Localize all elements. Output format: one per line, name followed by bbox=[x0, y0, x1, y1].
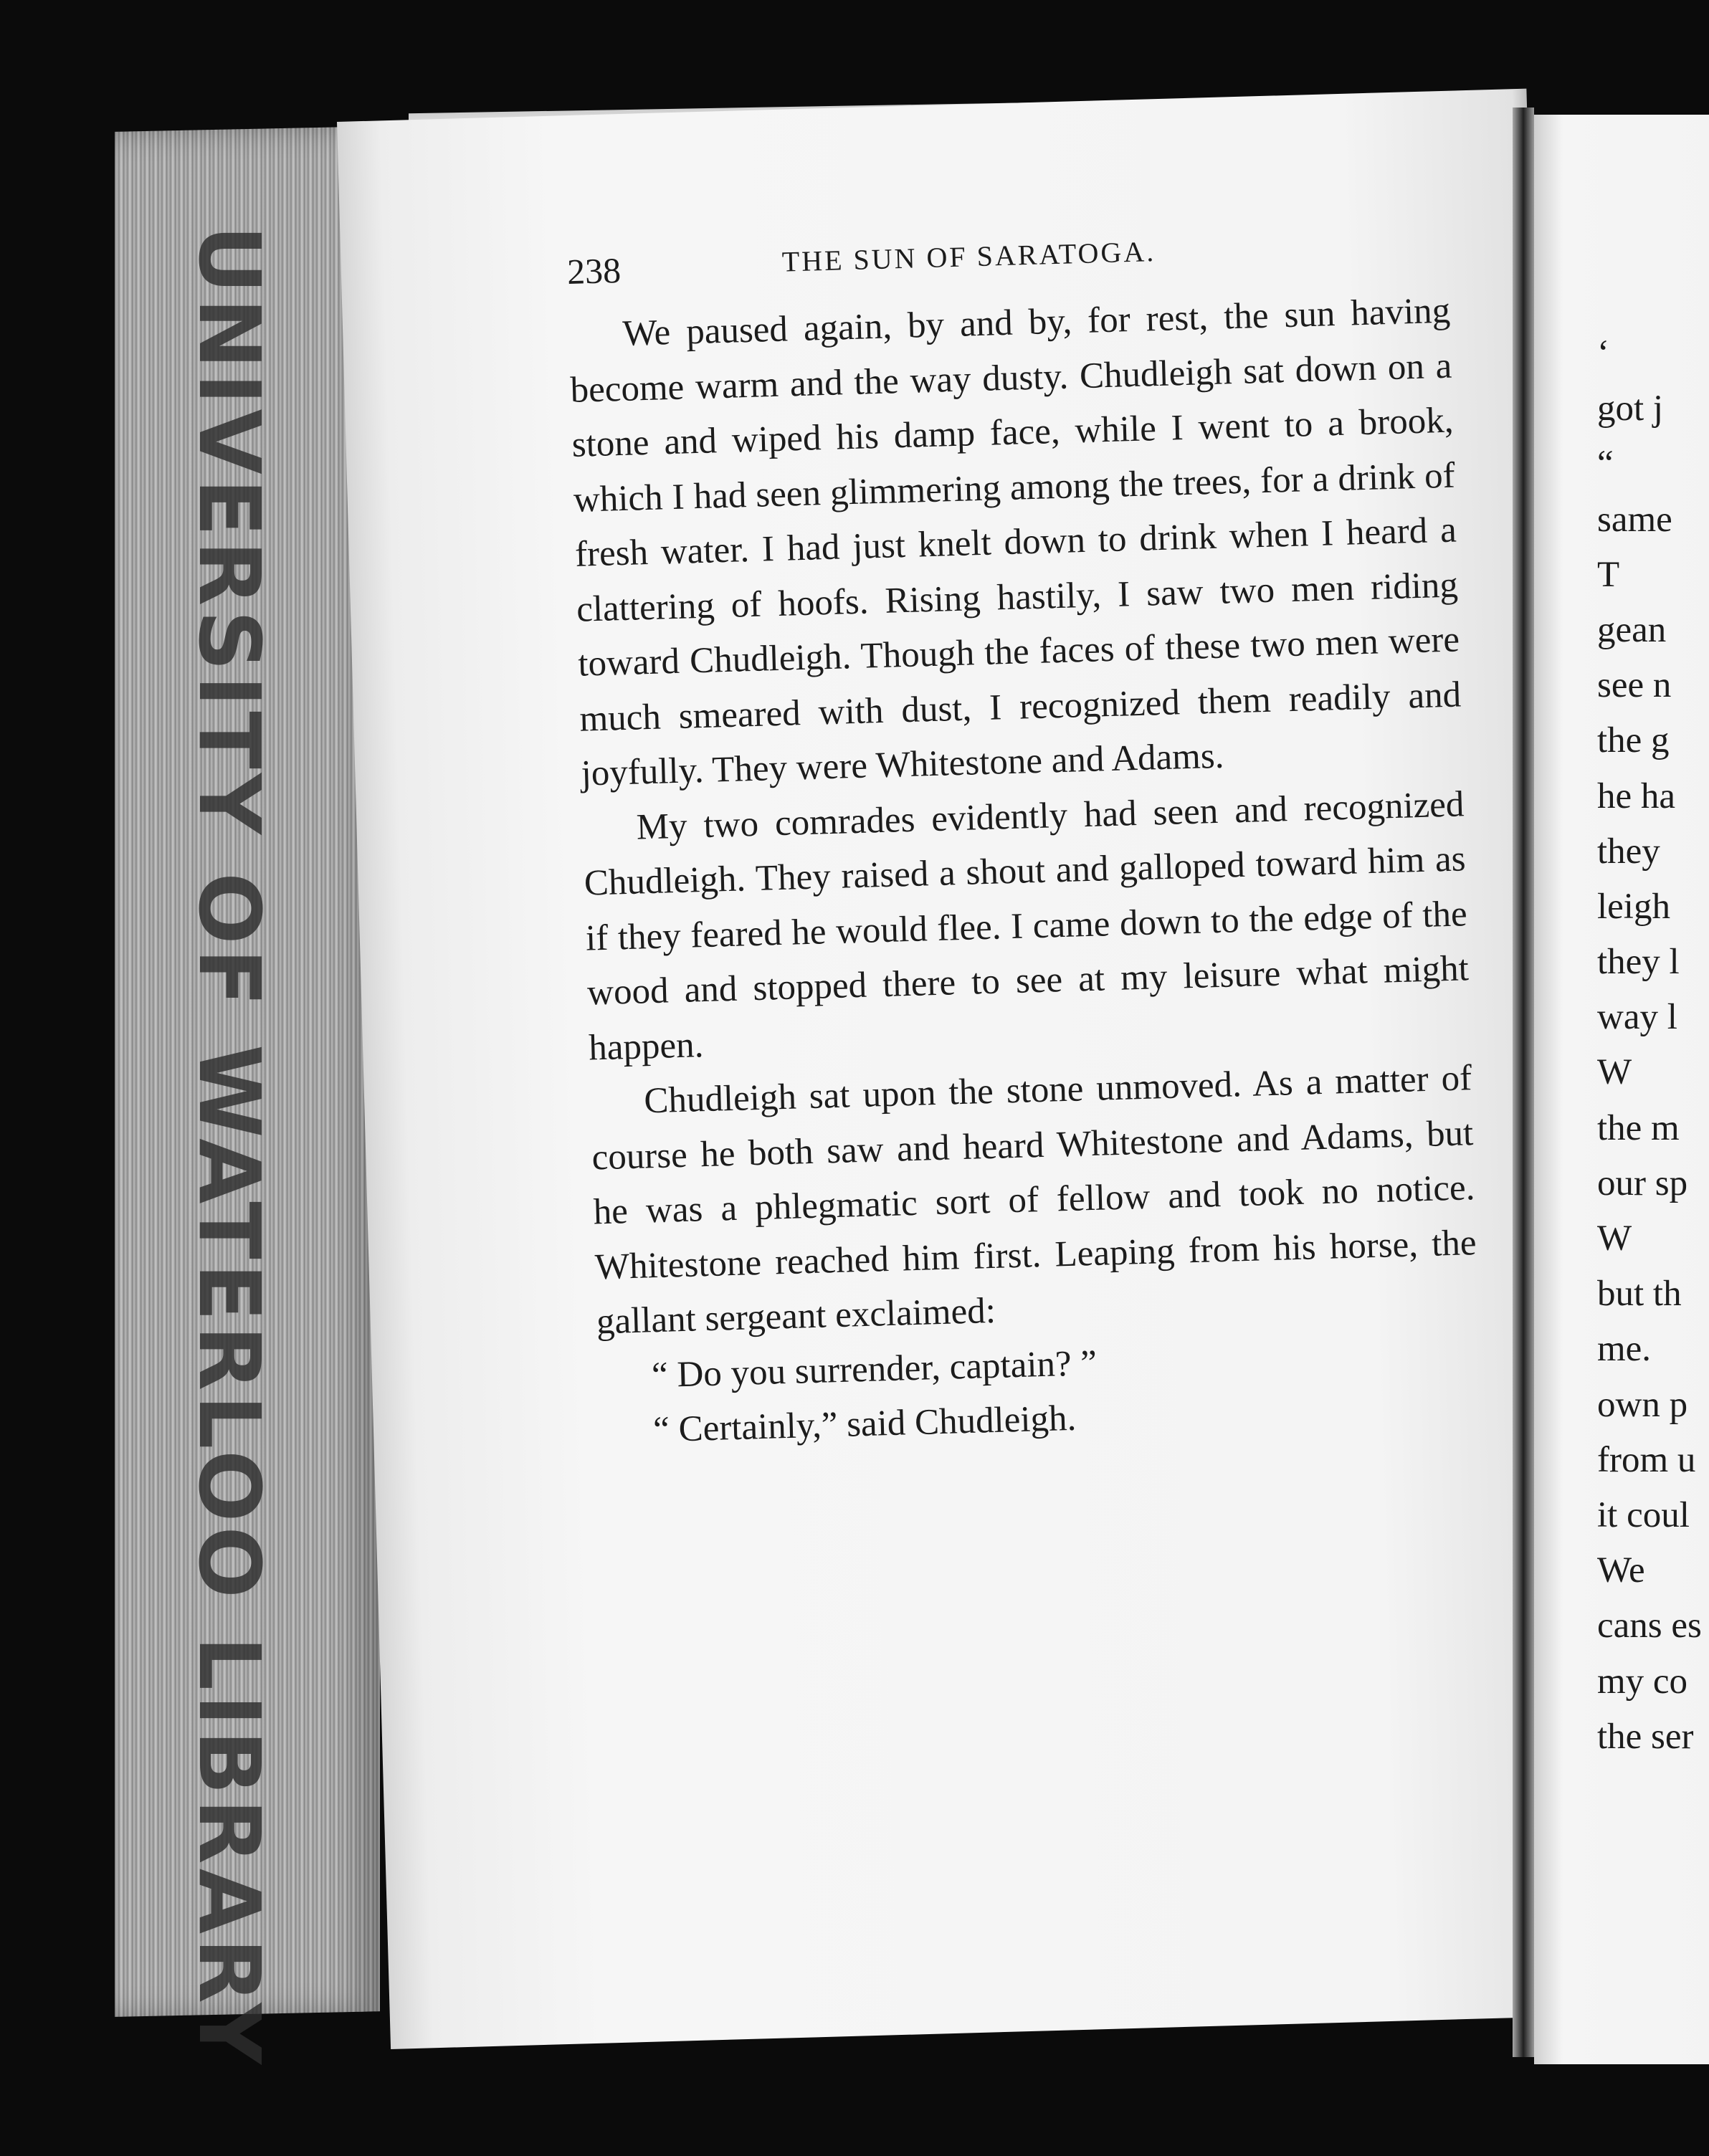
fragment-line: he ha bbox=[1597, 776, 1676, 816]
left-page-text bbox=[566, 219, 1482, 1459]
fragment-line: own p bbox=[1597, 1384, 1688, 1425]
fragment-line: same bbox=[1597, 499, 1672, 540]
dialog-line: “ Certainly,” said Chudleigh. bbox=[652, 1398, 1077, 1451]
fragment-line: T bbox=[1597, 554, 1620, 595]
fragment-line: We bbox=[1597, 1550, 1645, 1591]
paragraph: My two comrades evidently had seen and recognized Chudleigh. They raised a shout and galloped toward him as if they feared he would flee. I came down to the edge of the wood and stopped there to see at my leisure what might happen. bbox=[584, 783, 1470, 1069]
book-gutter bbox=[1513, 108, 1534, 2057]
fragment-line: they l bbox=[1597, 942, 1680, 983]
fragment-line: got j bbox=[1597, 388, 1664, 429]
fragment-line: the ser bbox=[1597, 1716, 1694, 1757]
right-page-fragments bbox=[1597, 326, 1709, 1765]
fragment-line: ‘ bbox=[1597, 333, 1609, 373]
fragment-line: it coul bbox=[1597, 1494, 1690, 1535]
library-stamp: UNIVERSITY OF WATERLOO LIBRARY bbox=[180, 225, 279, 2069]
fragment-line: they bbox=[1597, 831, 1660, 872]
fragment-line: my co bbox=[1597, 1661, 1688, 1702]
fragment-line: see n bbox=[1597, 665, 1672, 706]
fragment-line: way l bbox=[1597, 997, 1677, 1038]
fragment-line: “ bbox=[1597, 444, 1614, 485]
fragment-line: but th bbox=[1597, 1274, 1682, 1315]
dialog-line: “ Do you surrender, captain? ” bbox=[651, 1342, 1098, 1396]
fragment-line: W bbox=[1597, 1052, 1632, 1093]
running-title: THE SUN OF SARATOGA. bbox=[781, 235, 1156, 278]
fragment-line: the m bbox=[1597, 1107, 1680, 1148]
fragment-line: cans es bbox=[1597, 1606, 1702, 1646]
fragment-line: gean bbox=[1597, 609, 1667, 650]
paragraph: Chudleigh sat upon the stone unmoved. As a matter of course he both saw and heard Whitestone and Adams, but he was a phlegmatic sort of fellow and took no notice. Whitestone reached him first. Leaping from his horse, the gallant sergeant exclaimed: bbox=[591, 1058, 1477, 1342]
fragment-line: from u bbox=[1597, 1439, 1696, 1480]
page-number: 238 bbox=[566, 249, 622, 292]
fragment-line: the g bbox=[1597, 720, 1670, 761]
fragment-line: leigh bbox=[1597, 886, 1670, 927]
paragraph: We paused again, by and by, for rest, the sun having become warm and the way dusty. Chudleigh sat down on a stone and wiped his damp face, while I went to a brook, which I had seen glimmering among the trees, for a drink of fresh water. I had just knelt down to drink when I heard a clattering of hoofs. Rising hastily, I saw two men riding toward Chudleigh. Though the faces of these two men were much smeared with dust, I recognized them readily and joyfully. They were Whitestone and Adams. bbox=[569, 290, 1462, 794]
fragment-line: me. bbox=[1597, 1329, 1652, 1370]
fragment-line: W bbox=[1597, 1218, 1632, 1259]
fragment-line: our sp bbox=[1597, 1163, 1688, 1203]
